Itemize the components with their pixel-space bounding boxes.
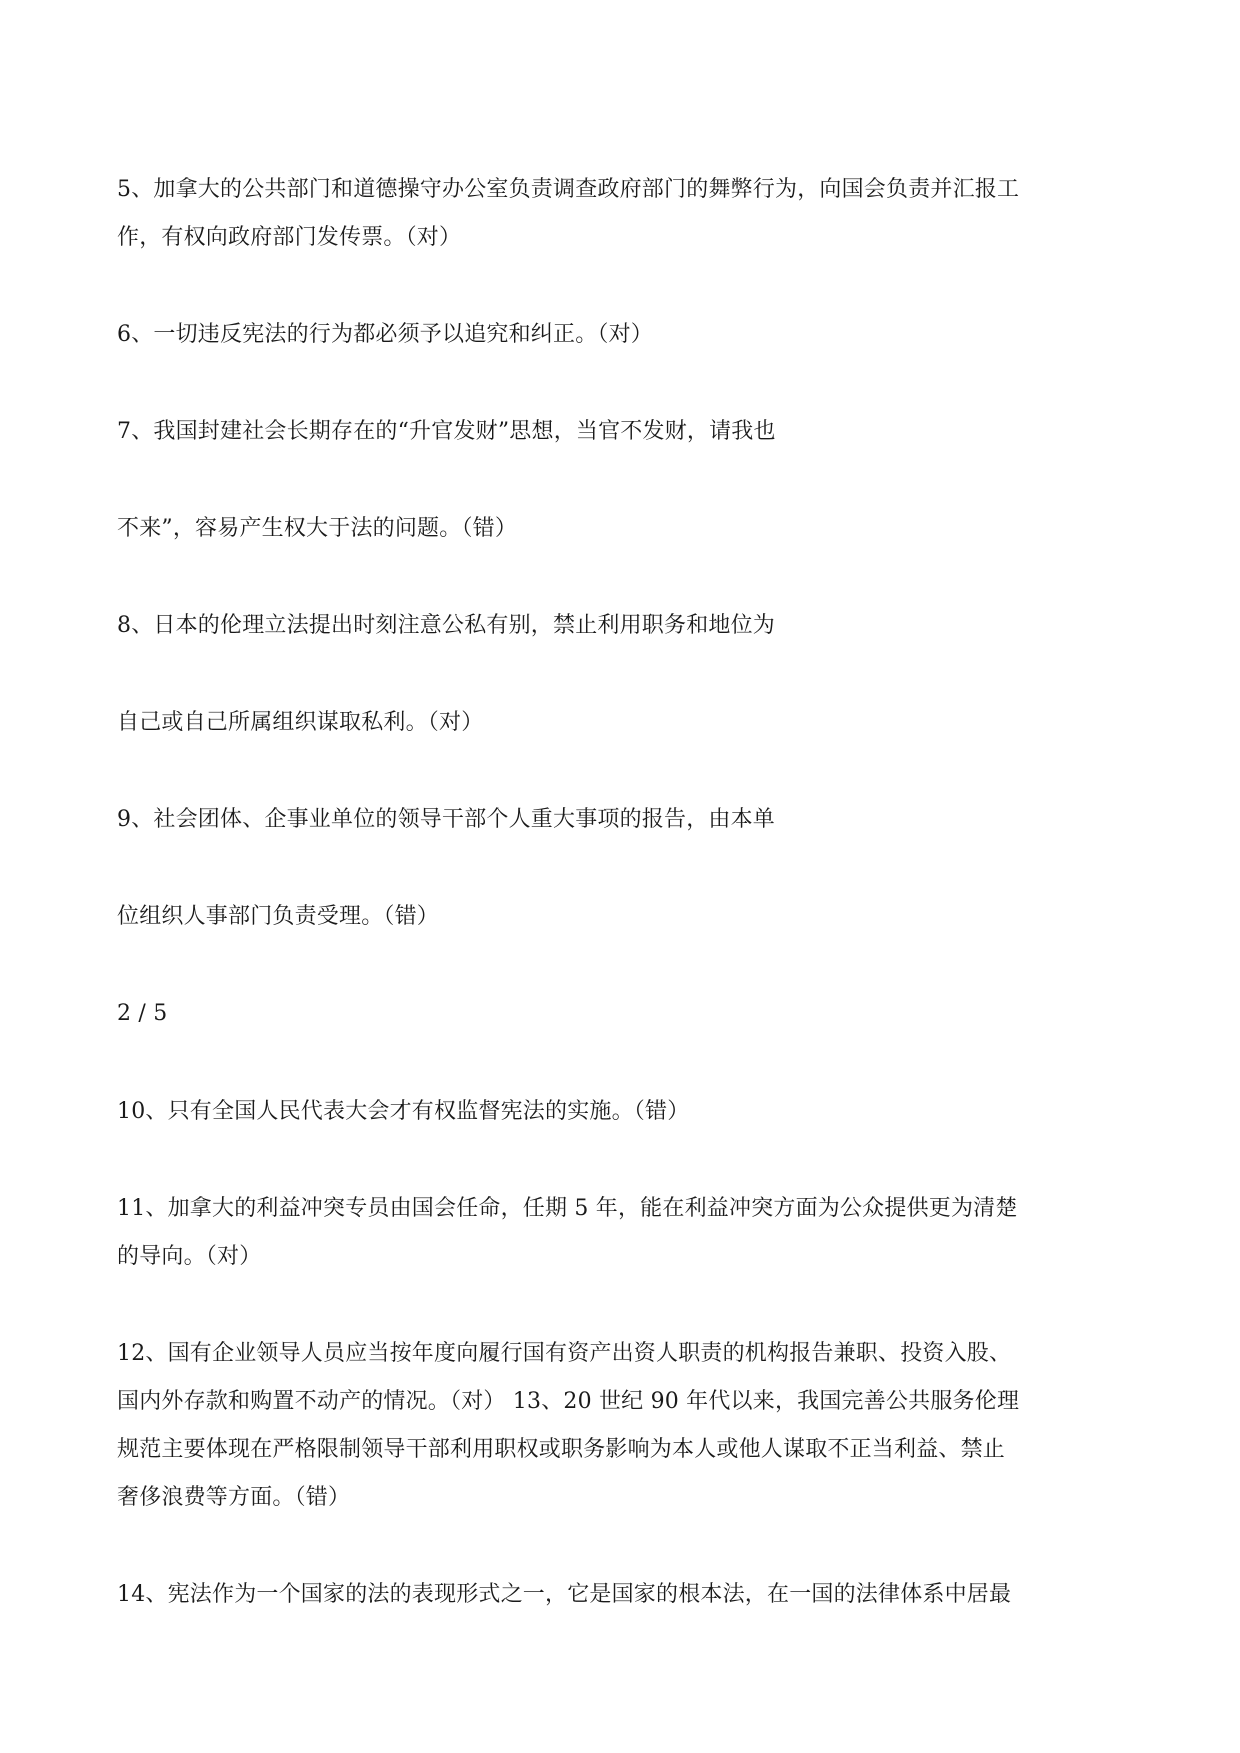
text-line-q11-2: 的导向。（对） — [117, 1244, 262, 1269]
text-line-q13-2: 奢侈浪费等方面。（错） — [117, 1485, 351, 1510]
text-line-q5-1: 5、加拿大的公共部门和道德操守办公室负责调查政府部门的舞弊行为，向国会负责并汇报工 — [117, 177, 1020, 202]
text-line-q9-1: 9、社会团体、企事业单位的领导干部个人重大事项的报告，由本单 — [117, 807, 775, 832]
text-line-q6: 6、一切违反宪法的行为都必须予以追究和纠正。（对） — [117, 322, 653, 347]
page-number: 2 / 5 — [117, 1001, 168, 1026]
text-line-q5-2: 作，有权向政府部门发传票。（对） — [117, 225, 462, 250]
text-line-q9-2: 位组织人事部门负责受理。（错） — [117, 904, 440, 929]
text-line-q14: 14、宪法作为一个国家的法的表现形式之一，它是国家的根本法，在一国的法律体系中居最 — [117, 1582, 1012, 1607]
text-line-q7-1: 7、我国封建社会长期存在的“升官发财”思想，当官不发财，请我也 — [117, 419, 776, 444]
text-line-q12-2: 国内外存款和购置不动产的情况。（对） 13、20 世纪 90 年代以来，我国完善公共服务伦理 — [117, 1389, 1020, 1414]
text-line-q13-1: 规范主要体现在严格限制领导干部利用职权或职务影响为本人或他人谋取不正当利益、禁止 — [117, 1437, 1006, 1462]
text-line-q11-1: 11、加拿大的利益冲突专员由国会任命，任期 5 年，能在利益冲突方面为公众提供更为清楚 — [117, 1196, 1018, 1221]
text-line-q12-1: 12、国有企业领导人员应当按年度向履行国有资产出资人职责的机构报告兼职、投资入股、 — [117, 1341, 1012, 1366]
text-line-q8-1: 8、日本的伦理立法提出时刻注意公私有别，禁止利用职务和地位为 — [117, 613, 775, 638]
text-line-q10: 10、只有全国人民代表大会才有权监督宪法的实施。（错） — [117, 1099, 690, 1124]
text-line-q7-2: 不来”，容易产生权大于法的问题。（错） — [117, 516, 518, 541]
text-line-q8-2: 自己或自己所属组织谋取私利。（对） — [117, 710, 484, 735]
